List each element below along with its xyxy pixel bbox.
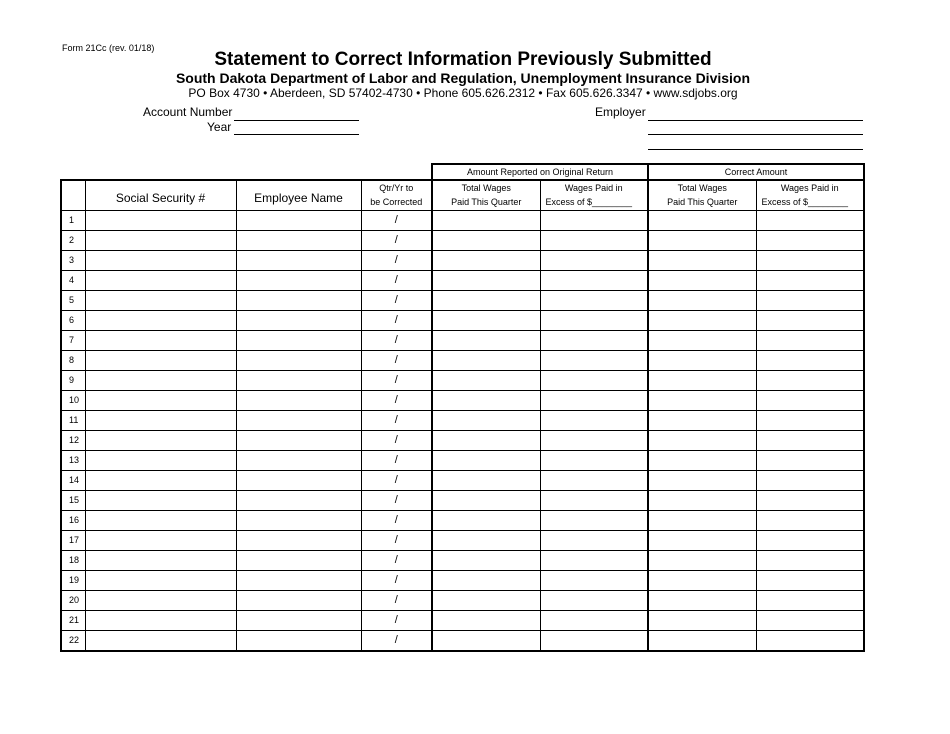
- original-excess-wages-cell[interactable]: [540, 530, 648, 550]
- correct-total-wages-cell[interactable]: [648, 310, 756, 330]
- col-header-ssn: Social Security #: [85, 180, 236, 210]
- correct-total-wages-cell[interactable]: [648, 390, 756, 410]
- table-row: [61, 270, 864, 290]
- original-excess-wages-cell[interactable]: [540, 330, 648, 350]
- qtr-yr-cell[interactable]: /: [361, 470, 432, 490]
- employer-field-line-2[interactable]: [648, 134, 863, 135]
- correct-excess-wages-cell[interactable]: [756, 330, 864, 350]
- correct-total-wages-cell[interactable]: [648, 490, 756, 510]
- ssn-cell[interactable]: [85, 510, 236, 530]
- original-excess-wages-cell[interactable]: [540, 230, 648, 250]
- qtr-yr-cell[interactable]: /: [361, 370, 432, 390]
- ssn-cell[interactable]: [85, 290, 236, 310]
- row-number: 5: [61, 290, 85, 310]
- employee-name-cell[interactable]: [236, 490, 361, 510]
- original-total-wages-cell[interactable]: [432, 310, 540, 330]
- correct-total-wages-cell[interactable]: [648, 630, 756, 651]
- row-number: 22: [61, 630, 85, 651]
- original-excess-wages-cell[interactable]: [540, 290, 648, 310]
- table-row: [61, 210, 864, 230]
- correct-excess-wages-cell[interactable]: [756, 410, 864, 430]
- col-header-original-total-wages: [432, 180, 540, 210]
- correct-excess-wages-cell[interactable]: [756, 590, 864, 610]
- table-row: [61, 410, 864, 430]
- employee-name-cell[interactable]: [236, 390, 361, 410]
- qtr-yr-cell[interactable]: /: [361, 330, 432, 350]
- ssn-cell[interactable]: [85, 570, 236, 590]
- col-header-original-total-line-2: Paid This Quarter: [451, 197, 522, 208]
- col-header-correct-excess-line-2: Excess of $________: [761, 197, 849, 208]
- qtr-yr-cell[interactable]: /: [361, 390, 432, 410]
- table-row: [61, 570, 864, 590]
- row-number: 10: [61, 390, 85, 410]
- correct-total-wages-cell[interactable]: [648, 530, 756, 550]
- employee-name-cell[interactable]: [236, 530, 361, 550]
- col-header-original-excess-line-2: Excess of $________: [545, 197, 633, 208]
- correct-excess-wages-cell[interactable]: [756, 390, 864, 410]
- correct-excess-wages-cell[interactable]: [756, 350, 864, 370]
- original-excess-wages-cell[interactable]: [540, 350, 648, 370]
- table-row: [61, 250, 864, 270]
- ssn-cell[interactable]: [85, 450, 236, 470]
- correct-excess-wages-cell[interactable]: [756, 370, 864, 390]
- ssn-cell[interactable]: [85, 530, 236, 550]
- row-number: 7: [61, 330, 85, 350]
- qtr-yr-cell[interactable]: /: [361, 530, 432, 550]
- correct-total-wages-cell[interactable]: [648, 470, 756, 490]
- row-number: 15: [61, 490, 85, 510]
- ssn-cell[interactable]: [85, 410, 236, 430]
- ssn-cell[interactable]: [85, 610, 236, 630]
- table-row: [61, 610, 864, 630]
- correct-excess-wages-cell[interactable]: [756, 510, 864, 530]
- correct-total-wages-cell[interactable]: [648, 430, 756, 450]
- correct-excess-wages-cell[interactable]: [756, 470, 864, 490]
- employee-name-cell[interactable]: [236, 310, 361, 330]
- original-total-wages-cell[interactable]: [432, 530, 540, 550]
- col-header-correct-total-line-2: Paid This Quarter: [667, 197, 738, 208]
- employee-name-cell[interactable]: [236, 330, 361, 350]
- original-excess-wages-cell[interactable]: [540, 570, 648, 590]
- original-excess-wages-cell[interactable]: [540, 610, 648, 630]
- employee-name-cell[interactable]: [236, 230, 361, 250]
- table-row: [61, 330, 864, 350]
- table-row: [61, 310, 864, 330]
- correct-total-wages-cell[interactable]: [648, 610, 756, 630]
- qtr-yr-cell[interactable]: /: [361, 490, 432, 510]
- ssn-cell[interactable]: [85, 390, 236, 410]
- correct-excess-wages-cell[interactable]: [756, 610, 864, 630]
- ssn-cell[interactable]: [85, 270, 236, 290]
- qtr-yr-cell[interactable]: /: [361, 610, 432, 630]
- table-row: [61, 230, 864, 250]
- correct-total-wages-cell[interactable]: [648, 250, 756, 270]
- qtr-yr-cell[interactable]: /: [361, 250, 432, 270]
- correct-total-wages-cell[interactable]: [648, 570, 756, 590]
- original-total-wages-cell[interactable]: [432, 230, 540, 250]
- ssn-cell[interactable]: [85, 470, 236, 490]
- employee-name-cell[interactable]: [236, 630, 361, 651]
- correct-total-wages-cell[interactable]: [648, 270, 756, 290]
- page-subtitle: South Dakota Department of Labor and Regulation, Unemployment Insurance Division: [175, 70, 751, 86]
- original-excess-wages-cell[interactable]: [540, 630, 648, 651]
- correct-total-wages-cell[interactable]: [648, 510, 756, 530]
- correct-excess-wages-cell[interactable]: [756, 210, 864, 230]
- correct-total-wages-cell[interactable]: [648, 330, 756, 350]
- correct-excess-wages-cell[interactable]: [756, 430, 864, 450]
- row-number: 17: [61, 530, 85, 550]
- year-label: Year: [207, 120, 232, 134]
- correct-excess-wages-cell[interactable]: [756, 290, 864, 310]
- ssn-cell[interactable]: [85, 350, 236, 370]
- original-excess-wages-cell[interactable]: [540, 470, 648, 490]
- col-header-correct-excess-wages: [756, 180, 864, 210]
- qtr-yr-cell[interactable]: /: [361, 270, 432, 290]
- correct-total-wages-cell[interactable]: [648, 290, 756, 310]
- employee-name-cell[interactable]: [236, 450, 361, 470]
- row-number: 9: [61, 370, 85, 390]
- table-row: [61, 430, 864, 450]
- original-total-wages-cell[interactable]: [432, 270, 540, 290]
- row-number: 12: [61, 430, 85, 450]
- original-total-wages-cell[interactable]: [432, 550, 540, 570]
- group-header-original: Amount Reported on Original Return: [432, 164, 648, 180]
- table-row: [61, 510, 864, 530]
- ssn-cell[interactable]: [85, 550, 236, 570]
- correct-excess-wages-cell[interactable]: [756, 530, 864, 550]
- correct-excess-wages-cell[interactable]: [756, 310, 864, 330]
- qtr-yr-cell[interactable]: /: [361, 510, 432, 530]
- original-excess-wages-cell[interactable]: [540, 370, 648, 390]
- row-number-header: [61, 180, 85, 210]
- original-total-wages-cell[interactable]: [432, 370, 540, 390]
- correct-excess-wages-cell[interactable]: [756, 570, 864, 590]
- correct-total-wages-cell[interactable]: [648, 210, 756, 230]
- qtr-yr-cell[interactable]: /: [361, 410, 432, 430]
- qtr-yr-cell[interactable]: /: [361, 210, 432, 230]
- qtr-yr-cell[interactable]: /: [361, 230, 432, 250]
- original-total-wages-cell[interactable]: [432, 350, 540, 370]
- col-header-original-excess-wages: [540, 180, 648, 210]
- row-number: 20: [61, 590, 85, 610]
- original-total-wages-cell[interactable]: [432, 570, 540, 590]
- correct-excess-wages-cell[interactable]: [756, 270, 864, 290]
- original-excess-wages-cell[interactable]: [540, 210, 648, 230]
- col-header-qtr-yr-line-1: Qtr/Yr to: [379, 183, 414, 194]
- row-number: 8: [61, 350, 85, 370]
- correct-excess-wages-cell[interactable]: [756, 230, 864, 250]
- original-total-wages-cell[interactable]: [432, 610, 540, 630]
- correct-excess-wages-cell[interactable]: [756, 450, 864, 470]
- table-row: [61, 470, 864, 490]
- ssn-cell[interactable]: [85, 490, 236, 510]
- original-total-wages-cell[interactable]: [432, 210, 540, 230]
- qtr-yr-cell[interactable]: /: [361, 450, 432, 470]
- table-row: [61, 630, 864, 651]
- qtr-yr-cell[interactable]: /: [361, 630, 432, 651]
- original-total-wages-cell[interactable]: [432, 450, 540, 470]
- original-excess-wages-cell[interactable]: [540, 590, 648, 610]
- correct-excess-wages-cell[interactable]: [756, 490, 864, 510]
- correct-total-wages-cell[interactable]: [648, 350, 756, 370]
- original-total-wages-cell[interactable]: [432, 470, 540, 490]
- original-excess-wages-cell[interactable]: [540, 550, 648, 570]
- account-number-field[interactable]: [234, 120, 359, 121]
- employer-field-line-3[interactable]: [648, 149, 863, 150]
- table-row: [61, 490, 864, 510]
- original-excess-wages-cell[interactable]: [540, 270, 648, 290]
- qtr-yr-cell[interactable]: /: [361, 350, 432, 370]
- table-row: [61, 530, 864, 550]
- original-total-wages-cell[interactable]: [432, 330, 540, 350]
- correct-total-wages-cell[interactable]: [648, 550, 756, 570]
- original-excess-wages-cell[interactable]: [540, 390, 648, 410]
- row-number: 1: [61, 210, 85, 230]
- row-number: 16: [61, 510, 85, 530]
- ssn-cell[interactable]: [85, 250, 236, 270]
- original-excess-wages-cell[interactable]: [540, 510, 648, 530]
- employee-name-cell[interactable]: [236, 350, 361, 370]
- original-excess-wages-cell[interactable]: [540, 410, 648, 430]
- correct-excess-wages-cell[interactable]: [756, 630, 864, 651]
- original-excess-wages-cell[interactable]: [540, 250, 648, 270]
- ssn-cell[interactable]: [85, 370, 236, 390]
- correct-excess-wages-cell[interactable]: [756, 550, 864, 570]
- employee-name-cell[interactable]: [236, 210, 361, 230]
- col-header-qtr-yr-line-2: be Corrected: [370, 197, 423, 208]
- employee-name-cell[interactable]: [236, 410, 361, 430]
- table-row: [61, 290, 864, 310]
- row-number: 21: [61, 610, 85, 630]
- employee-name-cell[interactable]: [236, 430, 361, 450]
- employee-name-cell[interactable]: [236, 290, 361, 310]
- ssn-cell[interactable]: [85, 590, 236, 610]
- correction-table: [60, 163, 865, 652]
- original-excess-wages-cell[interactable]: [540, 310, 648, 330]
- col-header-original-excess-line-1: Wages Paid in: [564, 183, 623, 194]
- row-number: 11: [61, 410, 85, 430]
- original-total-wages-cell[interactable]: [432, 250, 540, 270]
- table-row: [61, 450, 864, 470]
- employee-name-cell[interactable]: [236, 270, 361, 290]
- ssn-cell[interactable]: [85, 310, 236, 330]
- row-number: 4: [61, 270, 85, 290]
- row-number: 3: [61, 250, 85, 270]
- group-header-correct: Correct Amount: [648, 164, 864, 180]
- correct-total-wages-cell[interactable]: [648, 450, 756, 470]
- qtr-yr-cell[interactable]: /: [361, 550, 432, 570]
- qtr-yr-cell[interactable]: /: [361, 590, 432, 610]
- employee-name-cell[interactable]: [236, 590, 361, 610]
- correct-total-wages-cell[interactable]: [648, 590, 756, 610]
- col-header-employee-name: Employee Name: [236, 180, 361, 210]
- correct-excess-wages-cell[interactable]: [756, 250, 864, 270]
- table-row: [61, 550, 864, 570]
- original-excess-wages-cell[interactable]: [540, 430, 648, 450]
- employer-field-line-1[interactable]: [648, 120, 863, 121]
- row-number: 14: [61, 470, 85, 490]
- contact-info: PO Box 4730 • Aberdeen, SD 57402-4730 • Phone 605.626.2312 • Fax 605.626.3347 • www.sdjobs.org: [188, 86, 738, 100]
- ssn-cell[interactable]: [85, 210, 236, 230]
- original-total-wages-cell[interactable]: [432, 630, 540, 651]
- correct-total-wages-cell[interactable]: [648, 370, 756, 390]
- col-header-correct-total-wages: [648, 180, 756, 210]
- col-header-qtr-yr: [361, 180, 432, 210]
- original-total-wages-cell[interactable]: [432, 510, 540, 530]
- ssn-cell[interactable]: [85, 630, 236, 651]
- original-total-wages-cell[interactable]: [432, 490, 540, 510]
- employee-name-cell[interactable]: [236, 250, 361, 270]
- row-number: 19: [61, 570, 85, 590]
- employee-name-cell[interactable]: [236, 370, 361, 390]
- col-header-correct-total-line-1: Total Wages: [677, 183, 727, 194]
- table-row: [61, 390, 864, 410]
- ssn-cell[interactable]: [85, 430, 236, 450]
- original-excess-wages-cell[interactable]: [540, 490, 648, 510]
- qtr-yr-cell[interactable]: /: [361, 290, 432, 310]
- employee-name-cell[interactable]: [236, 610, 361, 630]
- employee-name-cell[interactable]: [236, 510, 361, 530]
- original-total-wages-cell[interactable]: [432, 290, 540, 310]
- original-total-wages-cell[interactable]: [432, 590, 540, 610]
- correct-total-wages-cell[interactable]: [648, 230, 756, 250]
- col-header-correct-excess-line-1: Wages Paid in: [780, 183, 839, 194]
- account-number-label: Account Number: [143, 105, 233, 119]
- correct-total-wages-cell[interactable]: [648, 410, 756, 430]
- col-header-original-total-line-1: Total Wages: [461, 183, 511, 194]
- employee-name-cell[interactable]: [236, 570, 361, 590]
- table-row: [61, 350, 864, 370]
- employee-name-cell[interactable]: [236, 470, 361, 490]
- original-total-wages-cell[interactable]: [432, 410, 540, 430]
- row-number: 6: [61, 310, 85, 330]
- year-field[interactable]: [234, 134, 359, 135]
- page-title: Statement to Correct Information Previously Submitted: [214, 49, 712, 70]
- table-row: [61, 590, 864, 610]
- original-total-wages-cell[interactable]: [432, 390, 540, 410]
- row-number: 13: [61, 450, 85, 470]
- original-excess-wages-cell[interactable]: [540, 450, 648, 470]
- qtr-yr-cell[interactable]: /: [361, 310, 432, 330]
- row-number: 2: [61, 230, 85, 250]
- employee-name-cell[interactable]: [236, 550, 361, 570]
- form-id: Form 21Cc (rev. 01/18): [62, 43, 155, 53]
- qtr-yr-cell[interactable]: /: [361, 430, 432, 450]
- ssn-cell[interactable]: [85, 230, 236, 250]
- original-total-wages-cell[interactable]: [432, 430, 540, 450]
- ssn-cell[interactable]: [85, 330, 236, 350]
- table-row: [61, 370, 864, 390]
- qtr-yr-cell[interactable]: /: [361, 570, 432, 590]
- employer-label: Employer: [595, 105, 646, 119]
- row-number: 18: [61, 550, 85, 570]
